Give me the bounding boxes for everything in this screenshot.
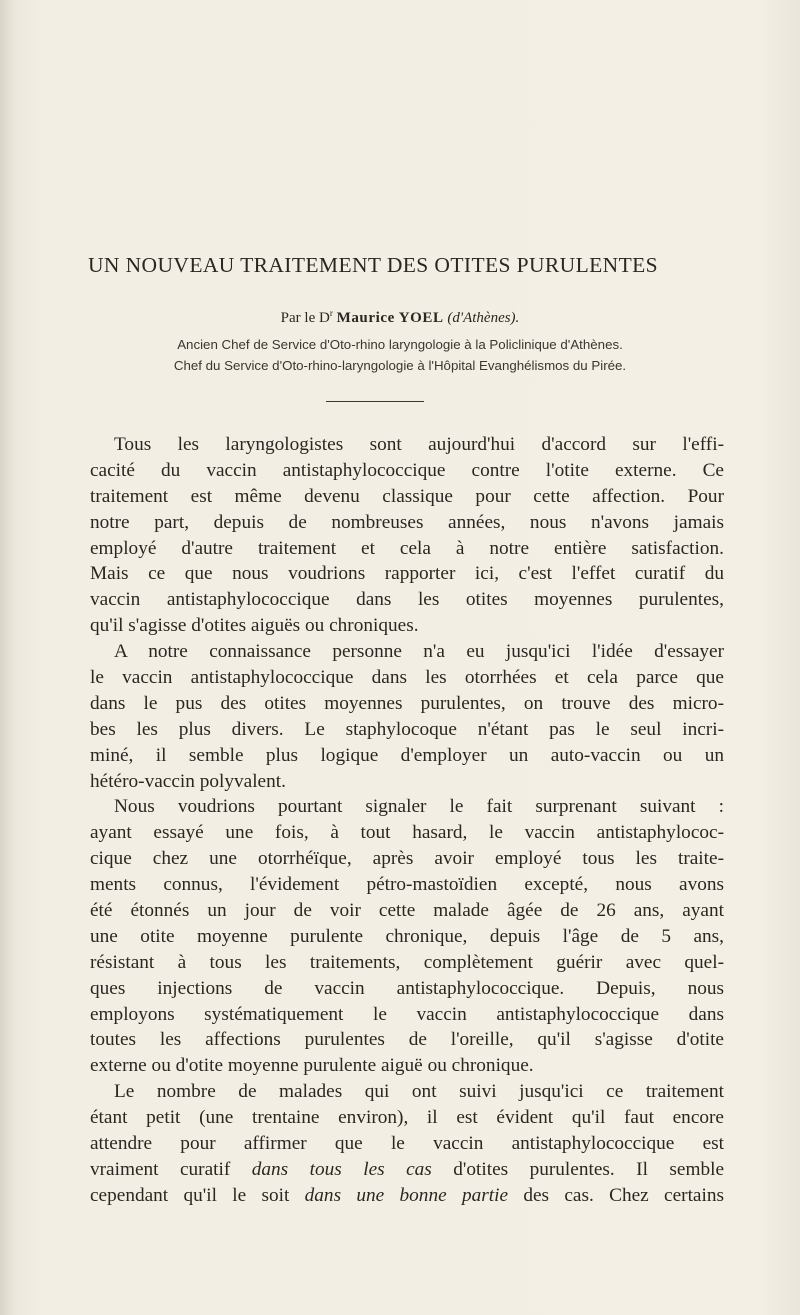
text-line: dans le pus des otites moyennes purulentes, on trouve des micro- — [90, 692, 724, 714]
affiliation-1: Ancien Chef de Service d'Oto-rhino laryngologie à la Policlinique d'Athènes. — [177, 337, 623, 352]
text-line — [90, 1183, 724, 1209]
text-run: vraiment curatif — [90, 1158, 252, 1180]
text-line: hétéro-vaccin polyvalent. — [90, 770, 286, 792]
text-run: cependant qu'il le soit — [90, 1184, 305, 1206]
author-name: Maurice YOEL — [336, 310, 444, 326]
text-line — [90, 1157, 724, 1183]
text-line: bes les plus divers. Le staphylocoque n'étant pas le seul incri- — [90, 718, 724, 740]
text-line: étant petit (une trentaine environ), il est évident qu'il faut encore — [90, 1107, 724, 1129]
text-line: A notre connaissance personne n'a eu jusqu'ici l'idée d'essayer — [114, 641, 724, 663]
italic-run: dans une bonne partie — [304, 1184, 509, 1206]
separator-rule — [326, 401, 424, 402]
text-line: ques injections de vaccin antistaphylococcique. Depuis, nous — [90, 977, 724, 999]
text-run: d'otites purulentes. Il semble — [431, 1158, 725, 1180]
text-line: résistant à tous les traitements, complètement guérir avec quel- — [90, 951, 724, 973]
text-line: employons systématiquement le vaccin antistaphylococcique dans — [90, 1003, 724, 1025]
text-line: traitement est même devenu classique pour cette affection. Pour — [90, 485, 724, 507]
article-title: UN NOUVEAU TRAITEMENT DES OTITES PURULENTES — [88, 253, 659, 277]
text-line: Tous les laryngologistes sont aujourd'hui d'accord sur l'effi- — [114, 434, 724, 455]
text-line: attendre pour affirmer que le vaccin antistaphylococcique est — [90, 1133, 724, 1155]
text-line: toutes les affections purulentes de l'oreille, qu'il s'agisse d'otite — [90, 1029, 724, 1051]
text-line: Nous voudrions pourtant signaler le fait surprenant suivant : — [114, 796, 724, 818]
italic-run: dans tous les cas — [251, 1158, 432, 1180]
text-line: été étonnés un jour de voir cette malade âgée de 26 ans, ayant — [90, 900, 724, 922]
text-line: notre part, depuis de nombreuses années, nous n'avons jamais — [90, 511, 724, 533]
text-line: vaccin antistaphylococcique dans les otites moyennes purulentes, — [90, 589, 724, 611]
text-line: cacité du vaccin antistaphylococcique contre l'otite externe. Ce — [90, 459, 724, 481]
byline-sup: r — [329, 308, 333, 318]
byline-par: Par le D — [280, 310, 330, 326]
text-line: externe ou d'otite moyenne purulente aiguë ou chronique. — [90, 1055, 534, 1077]
text-line: une otite moyenne purulente chronique, depuis l'âge de 5 ans, — [90, 925, 724, 947]
text-line: ayant essayé une fois, à tout hasard, le vaccin antistaphylococ- — [90, 822, 724, 844]
text-run: des cas. Chez certains — [508, 1184, 724, 1206]
byline — [0, 308, 800, 327]
text-line: Le nombre de malades qui ont suivi jusqu'ici ce traitement — [114, 1081, 724, 1103]
text-line: cique chez une otorrhéïque, après avoir employé tous les traite- — [90, 848, 724, 870]
text-line: miné, il semble plus logique d'employer un auto-vaccin ou un — [90, 744, 724, 766]
text-line: employé d'autre traitement et cela à notre entière satisfaction. — [90, 537, 724, 559]
text-line: le vaccin antistaphylococcique dans les otorrhées et cela parce que — [90, 667, 724, 689]
text-line: qu'il s'agisse d'otites aiguës ou chroniques. — [90, 615, 419, 637]
affiliation-2: Chef du Service d'Oto-rhino-laryngologie à l'Hôpital Evanghélismos du Pirée. — [173, 358, 627, 373]
text-line: Mais ce que nous voudrions rapporter ici, c'est l'effet curatif du — [90, 563, 724, 585]
article-body — [90, 432, 724, 1209]
author-city: (d'Athènes). — [447, 310, 520, 326]
text-line: ments connus, l'évidement pétro-mastoïdien excepté, nous avons — [90, 874, 724, 896]
